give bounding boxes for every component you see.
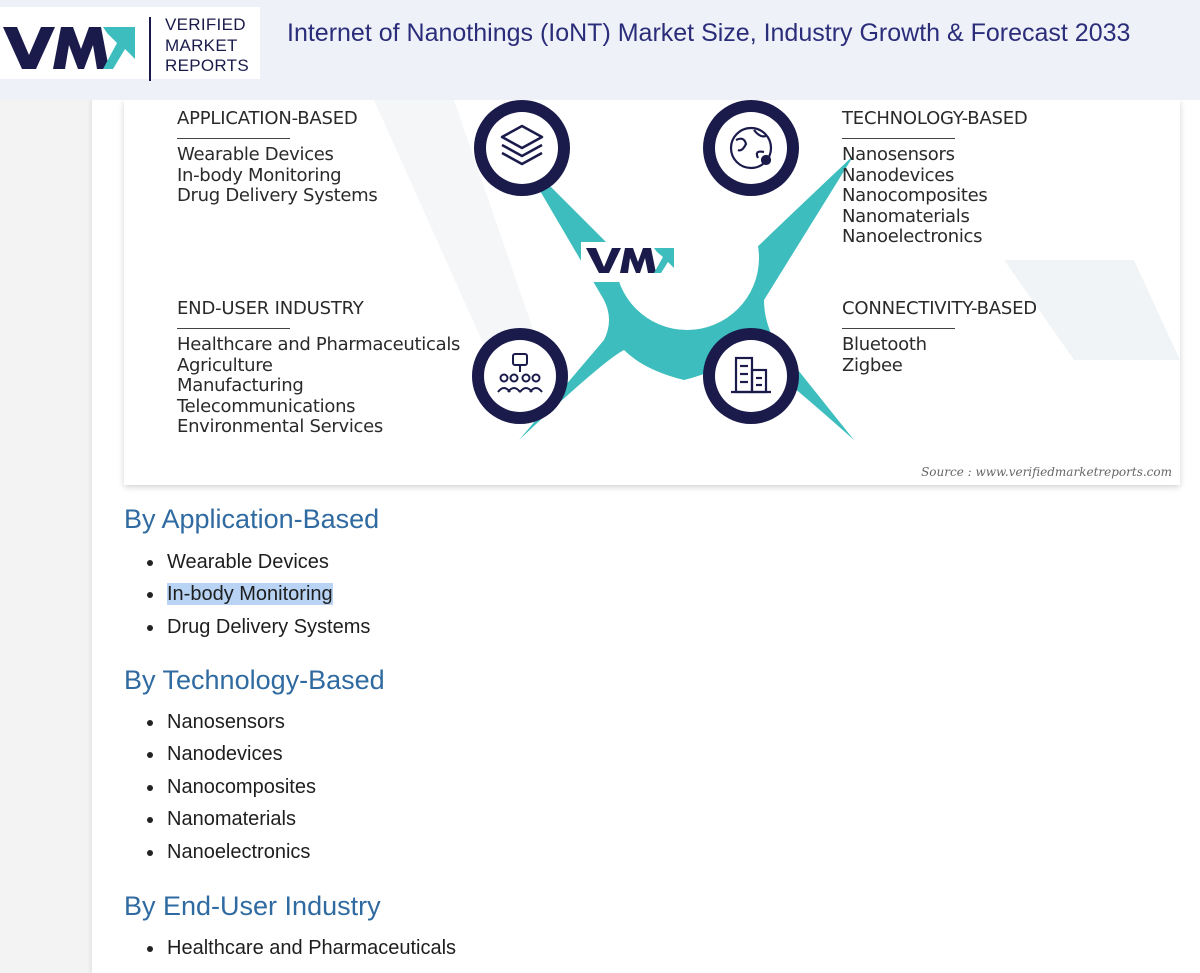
logo-line: REPORTS bbox=[165, 56, 249, 75]
segment-item: Zigbee bbox=[842, 354, 903, 376]
vmr-logo-mark bbox=[3, 25, 135, 71]
logo-line: MARKET bbox=[165, 35, 238, 55]
segment-item: Nanocomposites bbox=[842, 185, 988, 207]
segment-connectivity bbox=[842, 298, 1037, 376]
logo-line: VERIFIED bbox=[165, 15, 246, 34]
segment-item: Telecommunications bbox=[177, 395, 356, 417]
technology-list bbox=[146, 706, 316, 868]
list-item-text: Nanodevices bbox=[167, 743, 283, 766]
segment-title: CONNECTIVITY-BASED bbox=[842, 298, 1037, 319]
section-heading-enduser: By End-User Industry bbox=[124, 891, 381, 921]
list-item bbox=[146, 932, 456, 964]
list-item-text-selected: In-body Monitoring bbox=[167, 583, 333, 606]
segment-item: Nanomaterials bbox=[842, 205, 970, 227]
segment-item: Bluetooth bbox=[842, 334, 927, 355]
list-item-text: Nanoelectronics bbox=[167, 840, 311, 863]
site-logo[interactable] bbox=[0, 7, 260, 79]
enduser-list bbox=[146, 932, 456, 964]
list-item-text: Nanocomposites bbox=[167, 775, 316, 798]
list-item-text: Healthcare and Pharmaceuticals bbox=[167, 937, 457, 959]
list-item bbox=[146, 546, 370, 578]
segment-item: Nanoelectronics bbox=[842, 226, 983, 248]
segment-enduser bbox=[177, 298, 460, 438]
list-item bbox=[146, 738, 316, 770]
segment-underline bbox=[177, 138, 290, 139]
source-caption: Source : www.verifiedmarketreports.com bbox=[921, 465, 1172, 479]
segment-title: END-USER INDUSTRY bbox=[177, 298, 364, 319]
list-item bbox=[146, 706, 316, 738]
list-item-text: Nanosensors bbox=[167, 711, 285, 733]
segment-item: Environmental Services bbox=[177, 416, 383, 438]
segmentation-infographic bbox=[124, 100, 1180, 485]
list-item-text: Drug Delivery Systems bbox=[167, 615, 371, 638]
site-header bbox=[0, 0, 1200, 100]
segment-item: In-body Monitoring bbox=[177, 164, 342, 186]
logo-text bbox=[165, 15, 249, 77]
page-title: Internet of Nanothings (IoNT) Market Size, Industry Growth & Forecast 2033 bbox=[287, 19, 1131, 47]
section-heading-technology: By Technology-Based bbox=[124, 665, 385, 695]
segment-item: Agriculture bbox=[177, 354, 273, 376]
list-item bbox=[146, 803, 316, 835]
segment-item: Nanosensors bbox=[842, 144, 955, 165]
list-item bbox=[146, 836, 316, 868]
segment-item: Drug Delivery Systems bbox=[177, 185, 378, 207]
section-heading-application: By Application-Based bbox=[124, 504, 380, 534]
segment-underline bbox=[842, 328, 955, 329]
logo-divider bbox=[149, 17, 151, 81]
segment-underline bbox=[177, 328, 290, 329]
list-item bbox=[146, 611, 370, 643]
list-item-text: Wearable Devices bbox=[167, 551, 329, 573]
segment-underline bbox=[842, 138, 955, 139]
segment-title: TECHNOLOGY-BASED bbox=[842, 108, 1028, 129]
segment-item: Nanodevices bbox=[842, 164, 955, 186]
segment-item: Wearable Devices bbox=[177, 144, 334, 165]
segment-title: APPLICATION-BASED bbox=[177, 108, 358, 129]
list-item-text: Nanomaterials bbox=[167, 808, 296, 831]
segment-technology bbox=[842, 108, 1028, 248]
application-list bbox=[146, 546, 370, 643]
list-item bbox=[146, 578, 370, 610]
segment-item: Healthcare and Pharmaceuticals bbox=[177, 334, 461, 355]
list-item bbox=[146, 771, 316, 803]
segment-application bbox=[177, 108, 377, 207]
segment-item: Manufacturing bbox=[177, 375, 304, 397]
